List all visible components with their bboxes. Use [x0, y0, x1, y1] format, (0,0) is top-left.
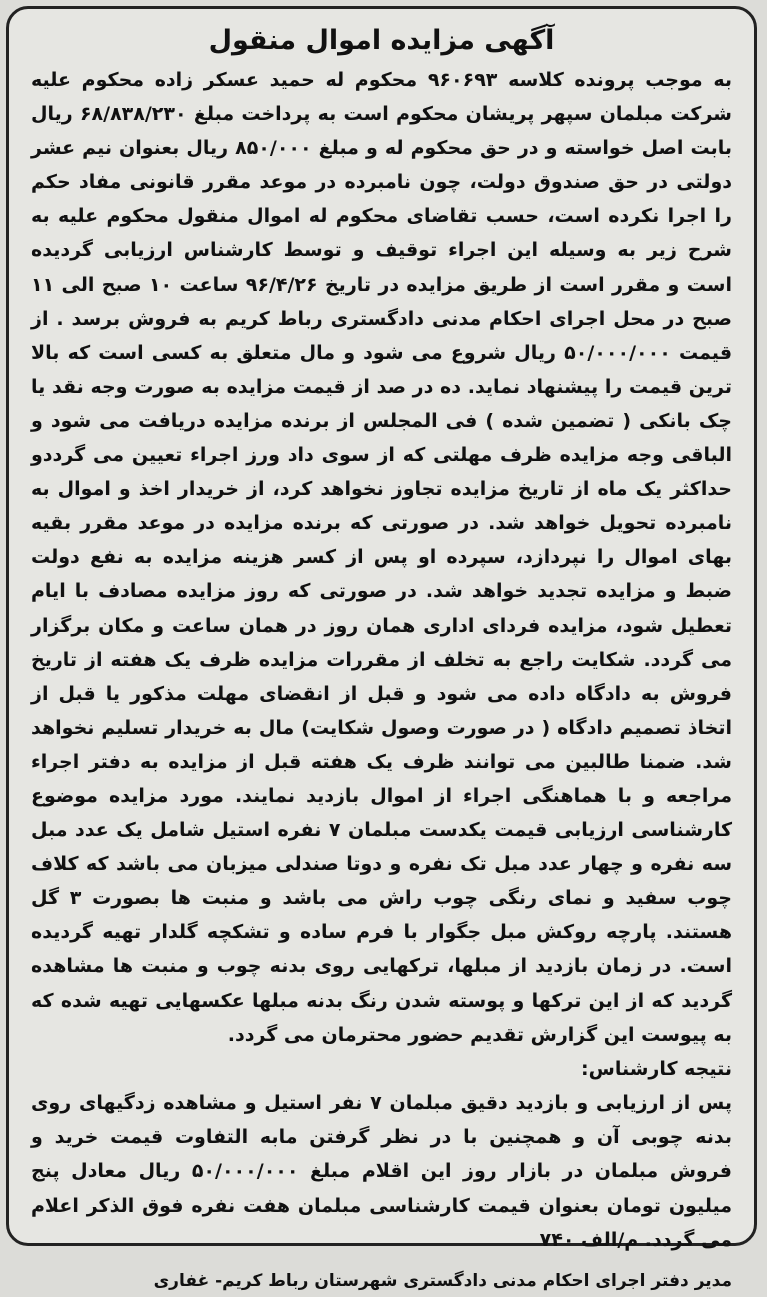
expert-result-label: نتیجه کارشناس:	[581, 1057, 732, 1080]
notice-signature: مدیر دفتر اجرای احکام مدنی دادگستری شهرستان رباط کریم- غفاری	[153, 1271, 732, 1292]
notice-title: آگهی مزایده اموال منقول	[208, 25, 555, 56]
notice-body: به موجب پرونده کلاسه ۹۶۰۶۹۳ محکوم له حمید عسکر زاده محکوم علیه شرکت مبلمان سپهر پریشان محکوم است به پرداخت مبلغ ۶۸/۸۳۸/۲۳۰ ریال بابت اصل خواسته و در حق محکوم له و مبلغ ۸۵۰/۰۰۰ ریال بعنوان نیم عشر دولتی در حق صندوق دولت، چون نامبرده در موعد مقرر قانونی مفاد حکم را اجرا نکرده است، حسب تقاضای محکوم له اموال منقول محکوم علیه به شرح زیر به وسیله این اجراء توقیف و توسط کارشناس ارزیابی گردیده است و مقرر است از طریق مزایده در تاریخ ۹۶/۴/۲۶ ساعت ۱۰ صبح الی ۱۱ صبح در محل اجرای احکام مدنی دادگستری رباط کریم به فروش برسد . از قیمت ۵۰/۰۰۰/۰۰۰ ریال شروع می شود و مال متعلق به کسی است که بالا ترین قیمت را پیشنهاد نماید. ده در صد از قیمت مزایده به صورت وجه نقد یا چک بانکی ( تضمین شده ) فی المجلس از برنده مزایده دریافت می شود و الباقی وجه مزایده ظرف مهلتی که از سوی داد ورز اجراء تعیین می گرددو حداکثر یک ماه از تاریخ مزایده تجاوز نخواهد کرد، از خریدار اخذ و اموال به نامبرده تحویل خواهد شد. در صورتی که برنده مزایده در موعد مقرر بقیه بهای اموال را نپردازد، سپرده او پس از کسر هزینه مزایده به نفع دولت ضبط و مزایده تجدید خواهد شد. در صورتی که روز مزایده مصادف با ایام تعطیل شود، مزایده فردای اداری همان روز در همان ساعت و مکان برگزار می گردد. شکایت راجع به تخلف از مقررات مزایده ظرف یک هفته از تاریخ فروش به دادگاه داده می شود و قبل از انقضای مهلت مذکور یا قبل از اتخاذ تصمیم دادگاه ( در صورت وصول شکایت) مال به خریدار تسلیم نخواهد شد. ضمنا طالبین می توانند ظرف یک هفته قبل از مزایده به دفتر اجراء مراجعه و با هماهنگی اجراء از اموال بازدید نمایند. مورد مزایده موضوع کارشناسی ارزیابی قیمت یکدست مبلمان ۷ نفره استیل شامل یک عدد مبل سه نفره و چهار عدد مبل تک نفره و دوتا صندلی میزبان می باشد که کلاف چوب سفید و نمای رنگی چوب راش می باشد و منبت ها بصورت ۳ گل هستند. پارچه روکش مبل جگوار با فرم ساده و تشکچه گلدار تهیه گردیده است. در زمان بازدید از مبلها، ترکهایی روی بدنه چوب و منبت ها مشاهده گردید که از این ترکها و پوسته شدن رنگ بدنه مبلها عکسهایی تهیه شده که به پیوست این گزارش تقدیم حضور محترمان می گردد.	[31, 69, 733, 1046]
notice-content	[31, 23, 733, 1292]
expert-result-text: پس از ارزیابی و بازدید دقیق مبلمان ۷ نفر استیل و مشاهده زدگیهای روی بدنه چوبی آن و همچنین با در نظر گرفتن مابه التفاوت قیمت خرید و فروش مبلمان در بازار روز این اقلام مبلغ ۵۰/۰۰۰/۰۰۰ ریال معادل پنج میلیون تومان بعنوان قیمت کارشناسی مبلمان هفت نفره فوق الذکر اعلام می گردد. م/الف ۷۴۰	[31, 1091, 733, 1251]
notice-frame	[6, 6, 757, 1292]
